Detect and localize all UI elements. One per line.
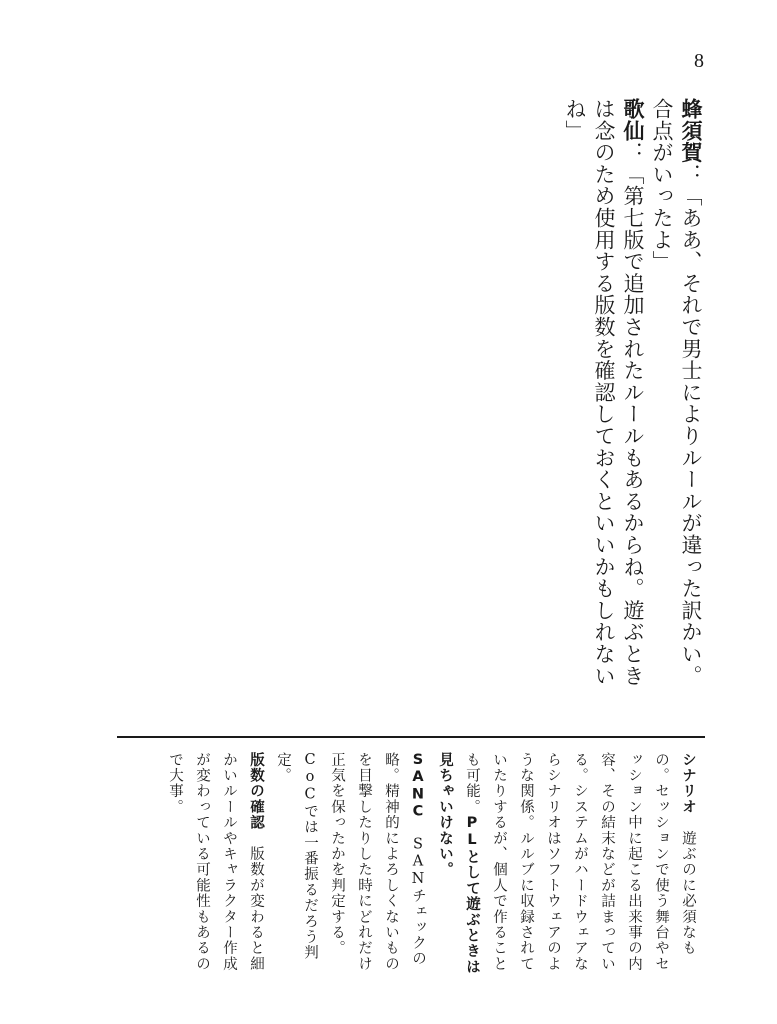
glossary-text: 遊ぶのに必須なもの。セッションで使う舞台やセッション中に起こる出来事の内容、その結末などが詰まっている。システムがハードウェアならシナリオはソフトウェアのような関係。ルルブに収録されていたりするが、個人で作ることも可能。: [464, 752, 696, 972]
dialogue-text: 「第七版で追加されたルールもあるからね。遊ぶときは念のため使用する版数を確認しておくといいかもしれないね」: [563, 98, 645, 687]
speaker-separator: ：: [679, 163, 703, 186]
glossary-entry-edition: [161, 752, 269, 982]
dialogue-section: [560, 98, 705, 708]
glossary-term: シナリオ: [680, 752, 696, 815]
dialogue-text: 「ああ、それで男士によりルールが違った訳かい。合点がいったよ」: [650, 98, 703, 687]
glossary-entry-scenario: [431, 752, 701, 982]
glossary-emphasis: PLとして遊ぶときは見ちゃいけない。: [437, 752, 480, 975]
speaker-name: 歌仙: [621, 98, 645, 142]
dialogue-line-hachisuka: [647, 98, 705, 708]
glossary-text: 版数が変わると細かいルールやキャラクター作成が変わっている可能性もあるので大事。: [167, 752, 264, 972]
speaker-name: 蜂須賀: [679, 98, 703, 164]
glossary-entry-sanc: [269, 752, 431, 982]
dialogue-line-kasen: [560, 98, 647, 708]
glossary-notes: [161, 752, 701, 982]
page-number: 8: [694, 50, 704, 72]
glossary-term: SANC: [410, 752, 426, 821]
section-divider: [117, 736, 705, 738]
glossary-text: SANチェックの略。精神的によろしくないものを目撃したりした時にどれだけ正気を保ったかを判定する。CoCでは一番振るだろう判定。: [275, 752, 426, 972]
speaker-separator: ：: [621, 141, 645, 164]
glossary-term: 版数の確認: [248, 752, 264, 831]
